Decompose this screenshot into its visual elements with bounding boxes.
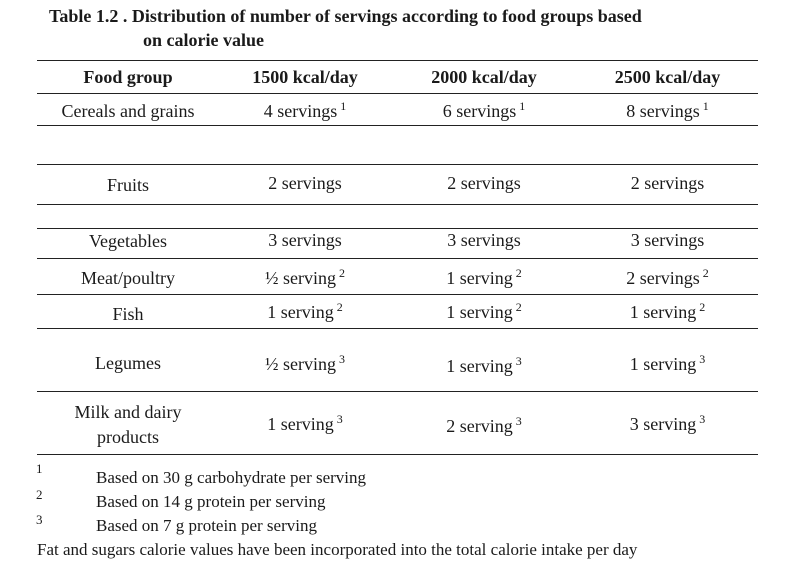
servings-cell: 1 serving $^2$ <box>629 300 706 322</box>
table-title-line-2: on calorie value <box>143 30 264 50</box>
header-2500-kcal: 2500 kcal/day <box>614 67 721 87</box>
footnote-marker: 1 <box>702 99 709 113</box>
footnote-text: Based on 30 g carbohydrate per serving <box>96 468 367 487</box>
header-1500-kcal: 1500 kcal/day <box>252 67 358 87</box>
servings-cell: ½ serving $^2$ <box>265 266 345 288</box>
food-group-cell: Legumes <box>95 353 161 373</box>
header-2000-kcal: 2000 kcal/day <box>431 67 537 87</box>
row-rule <box>37 328 758 329</box>
footnote-marker: 2 <box>702 266 709 280</box>
row-rule <box>37 125 758 126</box>
servings-cell: 4 servings $^1$ <box>263 99 347 121</box>
servings-cell: 2 serving $^3$ <box>446 414 522 436</box>
footnote-marker: 2 <box>336 300 343 314</box>
footnote-marker: 3 <box>339 352 345 366</box>
footnote-marker: 3 <box>336 412 343 426</box>
footnote-marker: 3 <box>699 352 706 366</box>
food-group-cell: Meat/poultry <box>81 268 175 288</box>
footnote-marker: 1 <box>519 99 526 113</box>
servings-cell: 6 servings $^1$ <box>442 99 526 121</box>
row-rule <box>37 164 758 165</box>
footnote-number: 2 <box>36 487 43 502</box>
servings-cell: 3 serving $^3$ <box>629 412 706 434</box>
servings-cell: 2 servings <box>447 173 521 193</box>
table-title <box>49 4 642 52</box>
footnote-number: 3 <box>36 512 43 527</box>
table-top-rule <box>37 60 758 61</box>
food-group-cell: Cereals and grains <box>61 101 195 121</box>
footnote-marker: 2 <box>339 266 345 280</box>
row-rule <box>37 204 758 205</box>
footnote-text: Based on 14 g protein per serving <box>96 492 326 511</box>
servings-cell: 3 servings <box>630 230 705 250</box>
servings-cell: 3 servings <box>447 230 521 250</box>
footnote-marker: 2 <box>515 266 522 280</box>
food-group-cell-line-2: products <box>97 427 159 447</box>
footnote-number: 1 <box>36 461 43 476</box>
food-group-cell-line-1: Milk and dairy <box>74 402 182 422</box>
servings-cell: 2 servings $^2$ <box>626 266 709 288</box>
servings-cell: 1 serving $^3$ <box>267 412 343 434</box>
servings-cell: ½ serving $^3$ <box>265 352 345 374</box>
table-title-line-1: Table 1.2 . Distribution of number of servings according to food groups based <box>49 6 642 26</box>
food-group-cell: Vegetables <box>89 231 167 251</box>
footnote-marker: 3 <box>699 412 706 426</box>
food-group-cell: Fruits <box>106 175 149 195</box>
footnote-text: Based on 7 g protein per serving <box>96 516 317 535</box>
servings-cell: 2 servings <box>268 173 342 193</box>
servings-cell: 1 serving $^2$ <box>446 300 522 322</box>
row-rule <box>37 258 758 259</box>
servings-cell: 8 servings $^1$ <box>626 99 709 121</box>
row-rule <box>37 294 758 295</box>
footnote-marker: 3 <box>515 414 522 428</box>
servings-cell: 1 serving $^3$ <box>446 354 522 376</box>
servings-cell: 2 servings <box>630 173 705 193</box>
header-rule <box>37 93 758 94</box>
row-rule <box>37 391 758 392</box>
footnote-marker: 2 <box>515 300 522 314</box>
calorie-note: Fat and sugars calorie values have been incorporated into the total calorie intake per day <box>37 540 638 559</box>
servings-cell: 1 serving $^2$ <box>267 300 343 322</box>
servings-cell: 1 serving $^3$ <box>629 352 706 374</box>
table-bottom-rule <box>37 454 758 455</box>
servings-cell: 3 servings <box>268 230 342 250</box>
footnote-marker: 3 <box>515 354 522 368</box>
food-group-cell: Fish <box>112 304 144 324</box>
servings-cell: 1 serving $^2$ <box>446 266 522 288</box>
footnote-marker: 1 <box>340 99 347 113</box>
footnote-marker: 2 <box>699 300 706 314</box>
header-food-group: Food group <box>83 67 173 87</box>
